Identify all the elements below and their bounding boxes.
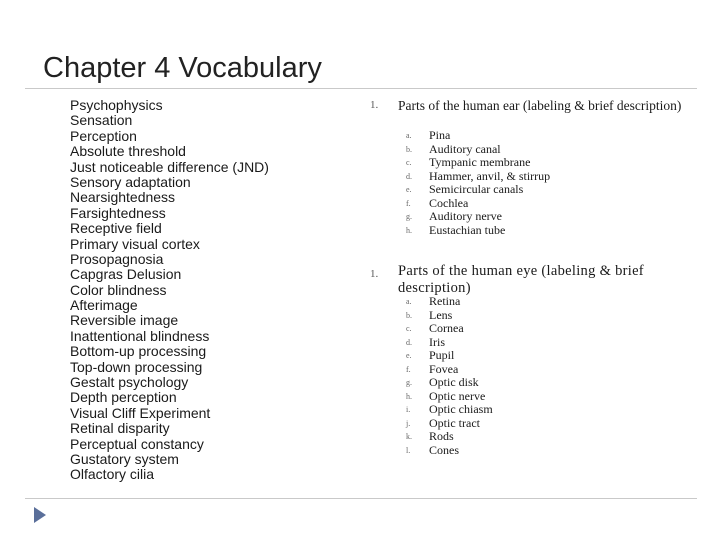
list-item-text: Sensory adaptation xyxy=(70,173,191,190)
list-item-text: Cochlea xyxy=(429,195,469,210)
list-item-text: Visual Cliff Experiment xyxy=(70,404,211,421)
page-title: Chapter 4 Vocabulary xyxy=(43,52,322,84)
list-letter: g. xyxy=(406,212,412,221)
list-item-text: Primary visual cortex xyxy=(70,235,200,252)
list-letter: h. xyxy=(406,225,412,235)
list-item-text: Farsightedness xyxy=(70,204,166,221)
list-item-text: Pupil xyxy=(429,348,455,362)
list-item-text: Cornea xyxy=(429,321,464,335)
list-item-text: Psychophysics xyxy=(70,97,163,113)
list-item-text: Top-down processing xyxy=(70,358,203,375)
list-item-text: Depth perception xyxy=(70,389,177,406)
list-item-text: Sensation xyxy=(70,112,133,129)
list-letter: k. xyxy=(406,432,412,441)
list-item-text: Pina xyxy=(429,128,451,142)
list-item-text: Afterimage xyxy=(70,297,138,314)
list-item-text: Optic chiasm xyxy=(429,402,493,416)
list-item-text: Gustatory system xyxy=(70,450,179,467)
list-letter: d. xyxy=(406,337,412,347)
list-item-text: Prosopagnosia xyxy=(70,250,164,267)
list-item-text: Fovea xyxy=(429,361,459,376)
list-letter: a. xyxy=(406,131,412,140)
list-item-text: Retina xyxy=(429,294,461,308)
list-item-text: Hammer, anvil, & stirrup xyxy=(429,168,551,183)
list-letter: c. xyxy=(406,158,412,167)
play-arrow-icon[interactable] xyxy=(33,506,47,524)
list-item-text: Optic tract xyxy=(429,415,480,430)
list-letter: f. xyxy=(406,198,411,208)
list-item-text: Gestalt psychology xyxy=(70,374,189,391)
list-item-text: Optic nerve xyxy=(429,388,486,403)
list-item-text: Capgras Delusion xyxy=(70,266,182,283)
list-item-text: Cones xyxy=(429,442,459,457)
list-item-text: Bottom-up processing xyxy=(70,343,207,360)
list-item-text: Optic disk xyxy=(429,375,479,389)
list-letter: j. xyxy=(406,418,411,428)
list-item-text: Reversible image xyxy=(70,312,179,329)
list-letter: g. xyxy=(406,378,412,387)
list-item-text: Color blindness xyxy=(70,281,167,298)
list-item-text: Semicircular canals xyxy=(429,182,524,196)
list-letter: c. xyxy=(406,324,412,333)
list-item-text: Retinal disparity xyxy=(70,420,170,437)
list-item-text: Receptive field xyxy=(70,220,162,237)
list-item-text: Tympanic membrane xyxy=(429,155,531,169)
ear-section-title: Parts of the human ear (labeling & brief description) xyxy=(398,98,682,113)
list-letter: e. xyxy=(406,351,412,360)
list-letter: b. xyxy=(406,144,412,154)
list-letter: i. xyxy=(406,405,411,414)
ear-section-number: 1. xyxy=(370,99,379,111)
list-item-text: Inattentional blindness xyxy=(70,327,210,344)
list-letter: a. xyxy=(406,297,412,306)
list-letter: e. xyxy=(406,185,412,194)
footer-divider xyxy=(25,498,697,499)
eye-section-number: 1. xyxy=(370,268,379,280)
list-item-text: Just noticeable difference (JND) xyxy=(70,158,269,175)
eye-section-title: Parts of the human eye (labeling & brief description) xyxy=(398,263,644,296)
list-item-text: Iris xyxy=(429,334,445,349)
title-divider xyxy=(25,88,697,89)
list-item-text: Lens xyxy=(429,307,453,322)
list-item-text: Eustachian tube xyxy=(429,222,506,237)
list-letter: d. xyxy=(406,171,412,181)
list-letter: l. xyxy=(406,445,411,455)
list-item-text: Auditory canal xyxy=(429,141,501,156)
list-item-text: Perception xyxy=(70,127,137,144)
list-letter: f. xyxy=(406,364,411,374)
list-item-text: Auditory nerve xyxy=(429,209,502,223)
list-item-text: Perceptual constancy xyxy=(70,435,204,452)
list-item-text: Rods xyxy=(429,429,454,443)
list-letter: h. xyxy=(406,391,412,401)
list-item-text: Absolute threshold xyxy=(70,143,186,160)
list-letter: b. xyxy=(406,310,412,320)
list-item-text: Olfactory cilia xyxy=(70,466,155,483)
list-item-text: Nearsightedness xyxy=(70,189,176,206)
